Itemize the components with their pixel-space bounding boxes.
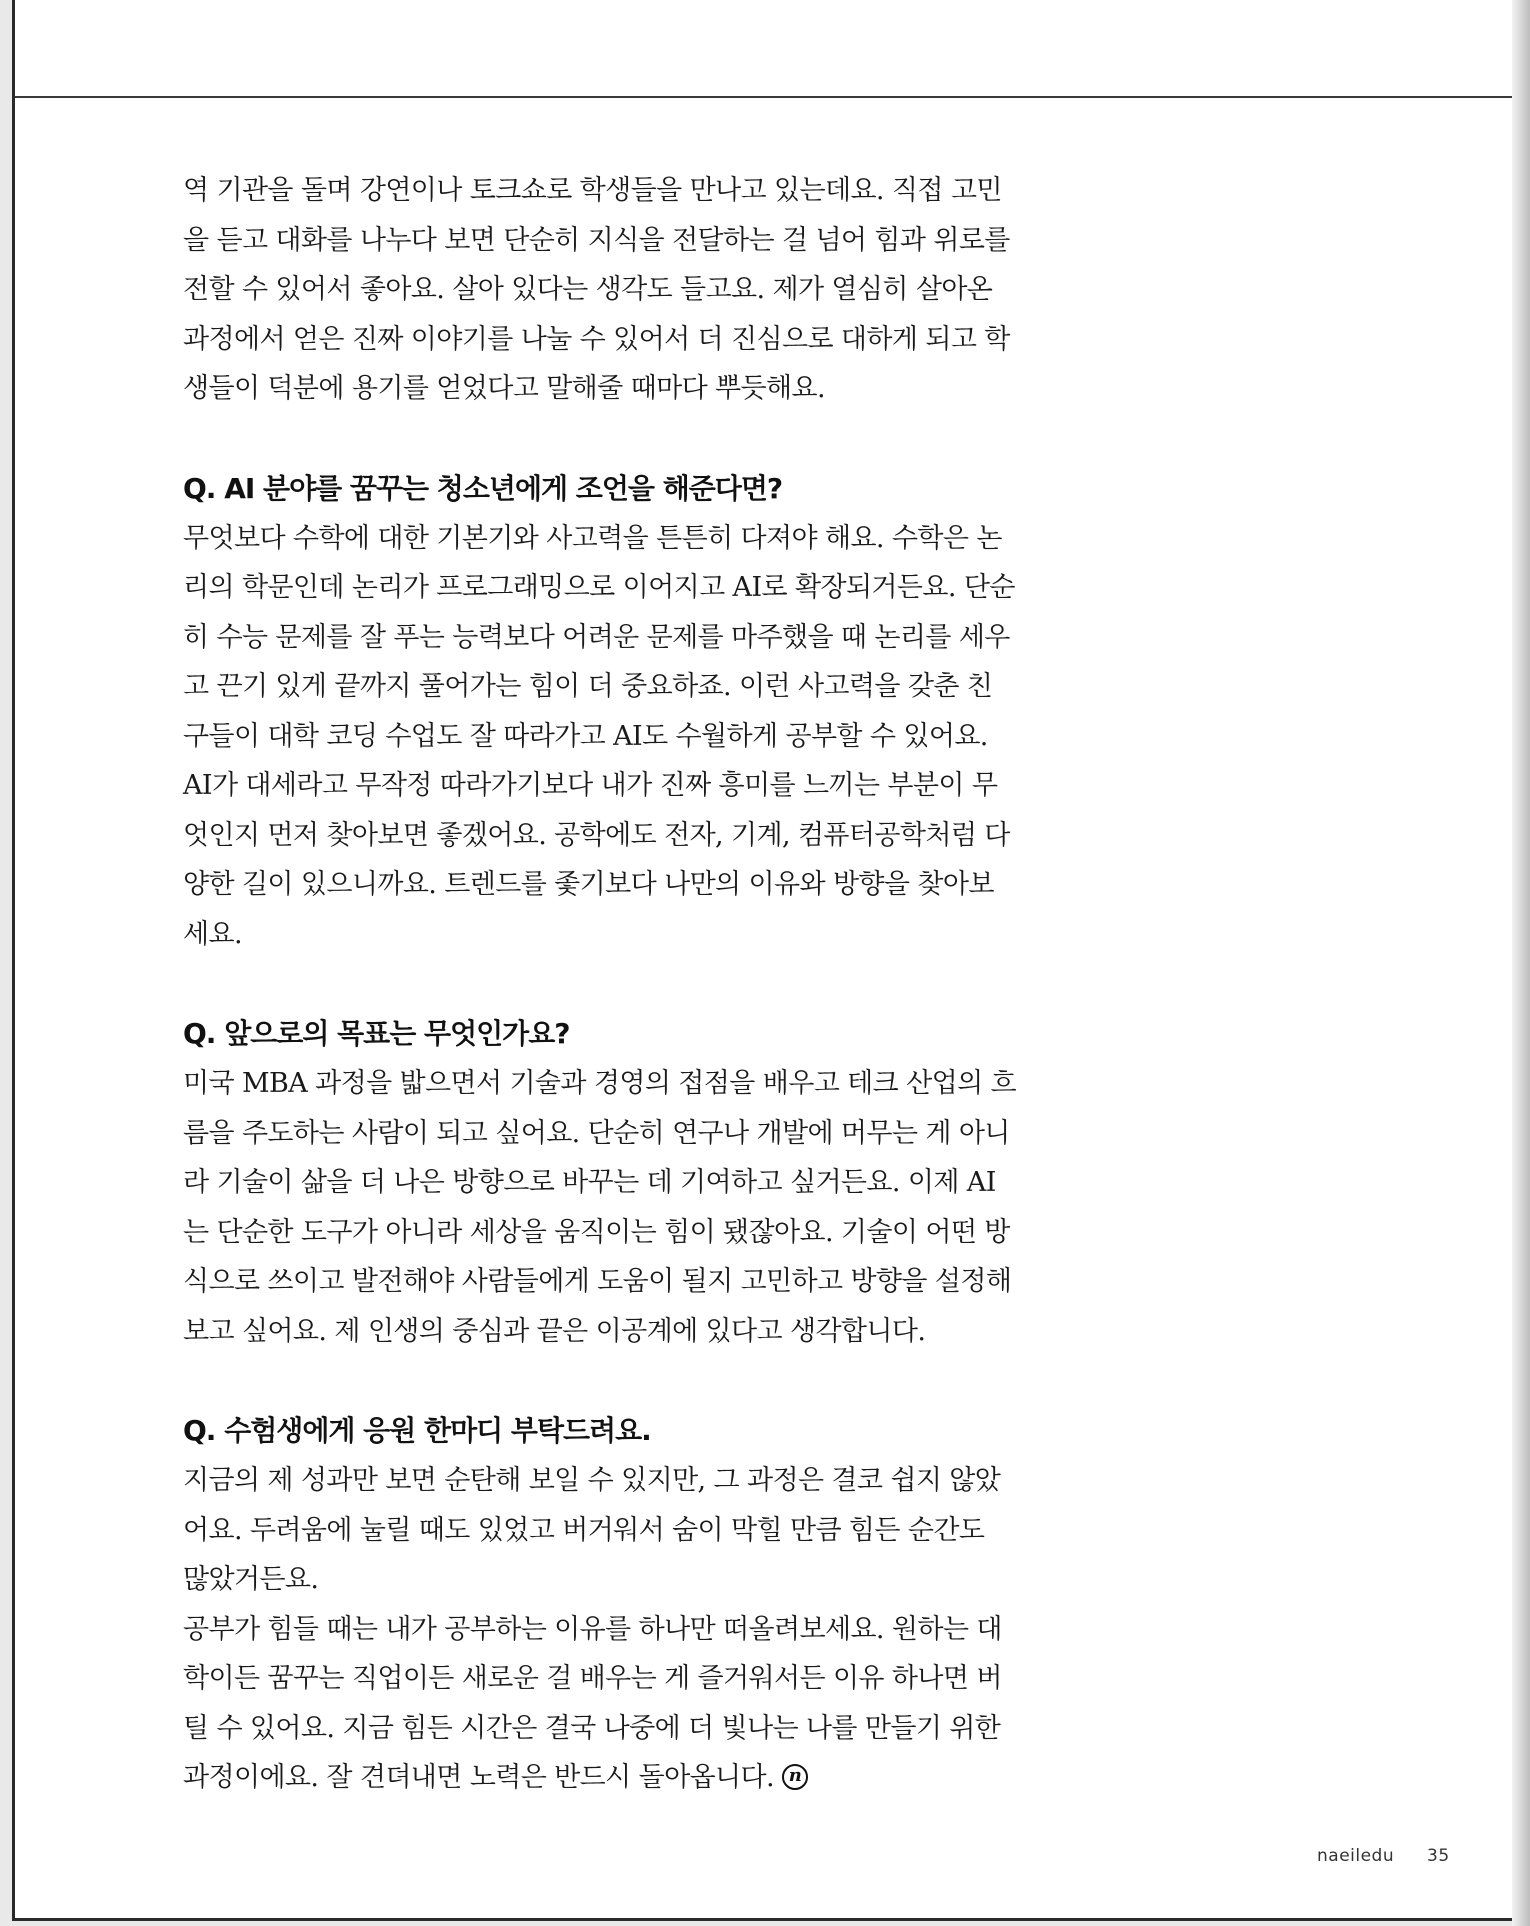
text-line: 틸 수 있어요. 지금 힘든 시간은 결국 나중에 더 빛나는 나를 만들기 위한 (183, 1712, 1001, 1744)
text-line: 세요. (183, 918, 242, 950)
text-line: 무엇보다 수학에 대한 기본기와 사고력을 튼튼히 다져야 해요. 수학은 논 (183, 522, 1002, 554)
text-line: 과정이에요. 잘 견뎌내면 노력은 반드시 돌아옵니다. (183, 1762, 774, 1793)
text-line: 미국 MBA 과정을 밟으면서 기술과 경영의 접점을 배우고 테크 산업의 흐 (183, 1068, 1017, 1099)
magazine-page (12, 0, 1515, 1921)
text-line: 구들이 대학 코딩 수업도 잘 따라가고 AI도 수월하게 공부할 수 있어요. (183, 720, 988, 752)
text-line: 엇인지 먼저 찾아보면 좋겠어요. 공학에도 전자, 기계, 컴퓨터공학처럼 다 (183, 819, 1010, 851)
text-line: 보고 싶어요. 제 인생의 중심과 끝은 이공계에 있다고 생각합니다. (183, 1315, 926, 1347)
text-line: 식으로 쓰이고 발전해야 사람들에게 도움이 될지 고민하고 방향을 설정해 (183, 1266, 1012, 1297)
text-line: 생들이 덕분에 용기를 얻었다고 말해줄 때마다 뿌듯해요. (183, 373, 825, 404)
text-line-last (183, 1753, 1023, 1803)
question-heading: Q. 수험생에게 응원 한마디 부탁드려요. (183, 1414, 651, 1447)
text-line: 히 수능 문제를 잘 푸는 능력보다 어려운 문제를 마주했을 때 논리를 세우 (183, 621, 1010, 653)
question-heading: Q. 앞으로의 목표는 무엇인가요? (183, 1017, 570, 1050)
end-mark-icon (782, 1764, 808, 1790)
page-edge-shadow (1512, 0, 1530, 1926)
qa-section-cheer (183, 1406, 1023, 1803)
text-line: 라 기술이 삶을 더 나은 방향으로 바꾸는 데 기여하고 싶거든요. 이제 AI (183, 1167, 996, 1198)
text-line: 름을 주도하는 사람이 되고 싶어요. 단순히 연구나 개발에 머무는 게 아니 (183, 1117, 1010, 1149)
intro-paragraph (183, 166, 1023, 414)
question-heading: Q. AI 분야를 꿈꾸는 청소년에게 조언을 해준다면? (183, 471, 783, 505)
page-number: 35 (1427, 1846, 1450, 1866)
text-line: 리의 학문인데 논리가 프로그래밍으로 이어지고 AI로 확장되거든요. 단순 (183, 572, 1015, 603)
text-line: 는 단순한 도구가 아니라 세상을 움직이는 힘이 됐잖아요. 기술이 어떤 방 (183, 1216, 1010, 1248)
answer-paragraph (183, 514, 1023, 960)
answer-paragraph (183, 1059, 1023, 1356)
text-line: 양한 길이 있으니까요. 트렌드를 좇기보다 나만의 이유와 방향을 찾아보 (183, 869, 994, 900)
intro-block (183, 166, 1023, 414)
text-line: 공부가 힘들 때는 내가 공부하는 이유를 하나만 떠올려보세요. 원하는 대 (183, 1613, 1002, 1645)
text-line: 역 기관을 돌며 강연이나 토크쇼로 학생들을 만나고 있는데요. 직접 고민 (183, 175, 1002, 206)
end-mark-letter: n (788, 1765, 802, 1786)
text-line: 전할 수 있어서 좋아요. 살아 있다는 생각도 들고요. 제가 열심히 살아온 (183, 274, 993, 305)
text-line: 고 끈기 있게 끝까지 풀어가는 힘이 더 중요하죠. 이런 사고력을 갖춘 친 (183, 671, 993, 702)
text-line: 과정에서 얻은 진짜 이야기를 나눌 수 있어서 더 진심으로 대하게 되고 학 (183, 323, 1010, 355)
text-line: 많았거든요. (183, 1564, 319, 1595)
answer-paragraph (183, 1456, 1023, 1803)
text-line: 어요. 두려움에 눌릴 때도 있었고 버거워서 숨이 막힐 만큼 힘든 순간도 (183, 1514, 985, 1546)
text-line: 을 듣고 대화를 나누다 보면 단순히 지식을 전달하는 걸 넘어 힘과 위로를 (183, 224, 1010, 256)
text-line: 학이든 꿈꾸는 직업이든 새로운 걸 배우는 게 즐거워서든 이유 하나면 버 (183, 1663, 1002, 1694)
article-body (183, 166, 1023, 1803)
text-line: 지금의 제 성과만 보면 순탄해 보일 수 있지만, 그 과정은 결코 쉽지 않았 (183, 1465, 1001, 1496)
folio-brand: naeiledu (1317, 1846, 1395, 1866)
text-line: AI가 대세라고 무작정 따라가기보다 내가 진짜 흥미를 느끼는 부분이 무 (183, 770, 998, 801)
qa-section-advice (183, 464, 1023, 960)
header-rule (15, 96, 1515, 98)
qa-section-goals (183, 1009, 1023, 1356)
